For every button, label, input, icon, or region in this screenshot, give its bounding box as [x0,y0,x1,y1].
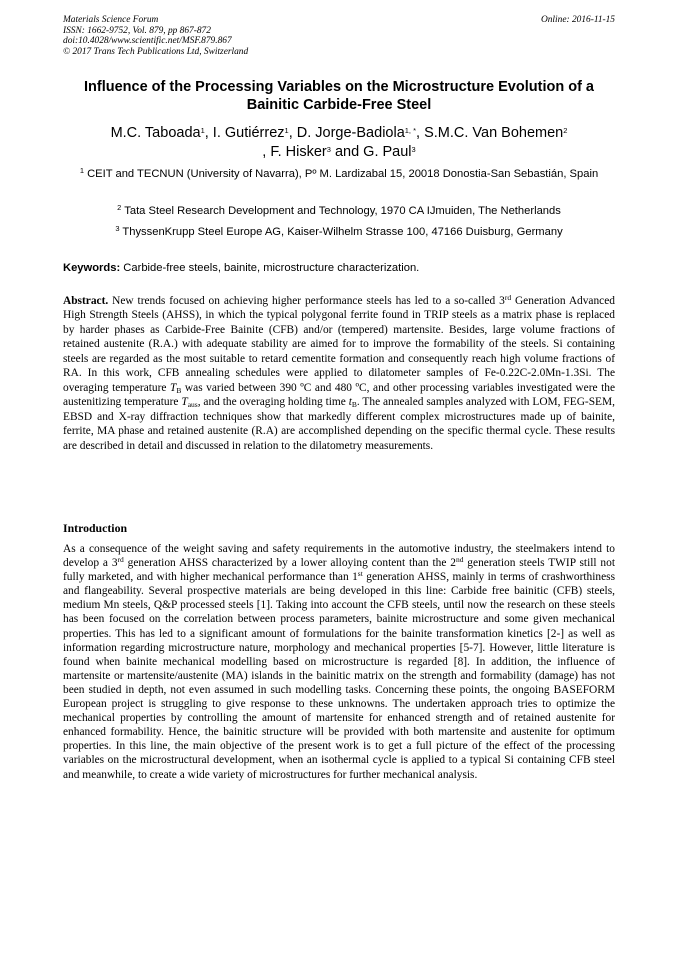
author-name: M.C. Taboada [110,125,201,141]
affiliation-3 [63,225,615,240]
author-affiliation-mark: 3 [411,145,416,154]
math-symbol: T [170,381,177,394]
author-affiliation-mark: 1, * [404,126,417,135]
body-text: As a consequence of the weight saving and safety requirements in the automotive industry, the steelmakers intend to develop a 3 [63,543,615,570]
abstract-text: , and the overaging holding time [197,396,349,409]
introduction-body [63,542,615,782]
affiliation-text: CEIT and TECNUN (University of Navarra), Pº M. Lardizabal 15, 20018 Donostia-San Sebastián, Spain [87,168,599,180]
affiliation-1 [63,167,615,182]
abstract [63,294,615,453]
abstract-text: . The annealed samples analyzed with LOM, FEG-SEM, EBSD and X-ray diffraction techniques show that markedly different complex microstructures made up of bainite, ferrite, MA phase and retained austenite (R.A) are accomplished depending on the specific thermal cycle. These results are described in detail and discussed in relation to the dilatometry measurements. [63,396,615,452]
journal-name: Materials Science Forum [63,15,159,25]
section-heading: Introduction [63,521,128,535]
subscript: B [176,385,182,395]
author-list [63,124,615,162]
author-name: , F. Hisker [262,144,327,160]
subscript: aus [187,400,198,410]
copyright-line: © 2017 Trans Tech Publications Ltd, Switzerland [63,46,249,57]
affiliation-number: 2 [117,203,122,212]
keywords-label: Keywords: [63,262,121,274]
author-name: , I. Gutiérrez [204,125,285,141]
superscript: rd [117,555,124,565]
issn-line: ISSN: 1662-9752, Vol. 879, pp 867-872 [63,25,211,36]
online-date: Online: 2016-11-15 [540,15,615,25]
affiliation-2 [63,204,615,219]
body-text: generation AHSS characterized by a lower alloying content than the 2 [123,557,456,570]
affiliation-number: 1 [79,166,84,175]
affiliation-number: 3 [115,224,120,233]
math-symbol: T [181,396,188,409]
affiliation-text: Tata Steel Research Development and Technology, 1970 CA IJmuiden, The Netherlands [124,205,561,217]
paper-title: Influence of the Processing Variables on the Microstructure Evolution of a Bainitic Carbide-Free Steel [83,79,594,113]
author-affiliation-mark: 3 [326,145,331,154]
author-name: , D. Jorge-Badiola [288,125,405,141]
author-affiliation-mark: 1 [200,126,205,135]
abstract-text: Generation Advanced High Strength Steels (AHSS), in which the typical polygonal ferrite found in TRIP steels as a matrix phase is replaced by harder phases as Carbide-Free Bainite (CFB) and/or (tempered) martensite. Besides, large volume fractions of retained austenite (R.A.) with adequate stability are aimed for to improve the formability of the steels. Si containing steels are regarded as the most suitable to retard cementite formation and consequently reach high volume fractions of RA. In this work, CFB annealing schedules were applied to dilatometer samples of Fe-0.22C-2.0Mn-1.3Si. The overaging temperature [63,295,615,394]
author-name: and G. Paul [330,144,412,160]
math-symbol: t [348,396,352,409]
author-affiliation-mark: 2 [563,126,568,135]
affiliation-text: ThyssenKrupp Steel Europe AG, Kaiser-Wilhelm Strasse 100, 47166 Duisburg, Germany [122,226,563,238]
doi-line: doi:10.4028/www.scientific.net/MSF.879.867 [63,36,232,47]
abstract-text: New trends focused on achieving higher performance steels has led to a so-called 3 [108,295,505,307]
superscript: st [357,569,363,579]
keywords-text: Carbide-free steels, bainite, microstructure characterization. [120,262,420,274]
journal-header [63,15,483,57]
body-text: generation AHSS, mainly in terms of crashworthiness and flangeability. Several prospective materials are being developed in this line: Carbide free bainitic (CFB) steels, medium Mn steels, Q&P processed steels [1]. Taking into account the CFB steels, until now the research on these steels has been focused on the correlation between process parameters, bainite microstructure and some given mechanical properties. This has led to a significant amount of formulations for the bainite transformation kinetics [2-] as well as information regarding microstructure nature, morphology and mechanical properties [5-7]. However, little literature is found when bainite mechanical modelling based on microstructure is regarded [8]. In addition, the influence of martensite or martensite/austenite (MA) islands in the bainitic matrix on the strength and formability (damage) has not been studied in depth, not even assumed in such modelling tasks. Concerning these points, the ongoing BASEFORM European project is struggling to give response to these unknowns. The undertaken approach tries to optimize the mechanical properties by controlling the amount of martensite for enhanced strength and of retained austenite for enhanced formability. Hence, the bainitic structure will be provided with both martensite and austenite for optimum properties. In this line, the main objective of the present work is to get a full picture of the effect of the processing variables on the microstructural development, when an isothermal cycle is applied to a typical Si containing CFB steel and meanwhile, to create a wide variety of microstructures for further mechanical analysis. [63,571,615,781]
keywords [63,261,615,275]
abstract-text: was varied between 390 ºC and 480 ºC, and other processing variables investigated were the austenitizing temperature [63,381,616,409]
author-affiliation-mark: 1 [284,126,289,135]
author-name: , S.M.C. Van Bohemen [416,125,564,141]
body-text: generation steels TWIP still not fully marketed, and with higher mechanical performance than 1 [63,557,615,584]
superscript: rd [504,293,512,302]
subscript: B [351,400,357,410]
superscript: nd [455,555,464,565]
abstract-label: Abstract. [63,295,109,307]
